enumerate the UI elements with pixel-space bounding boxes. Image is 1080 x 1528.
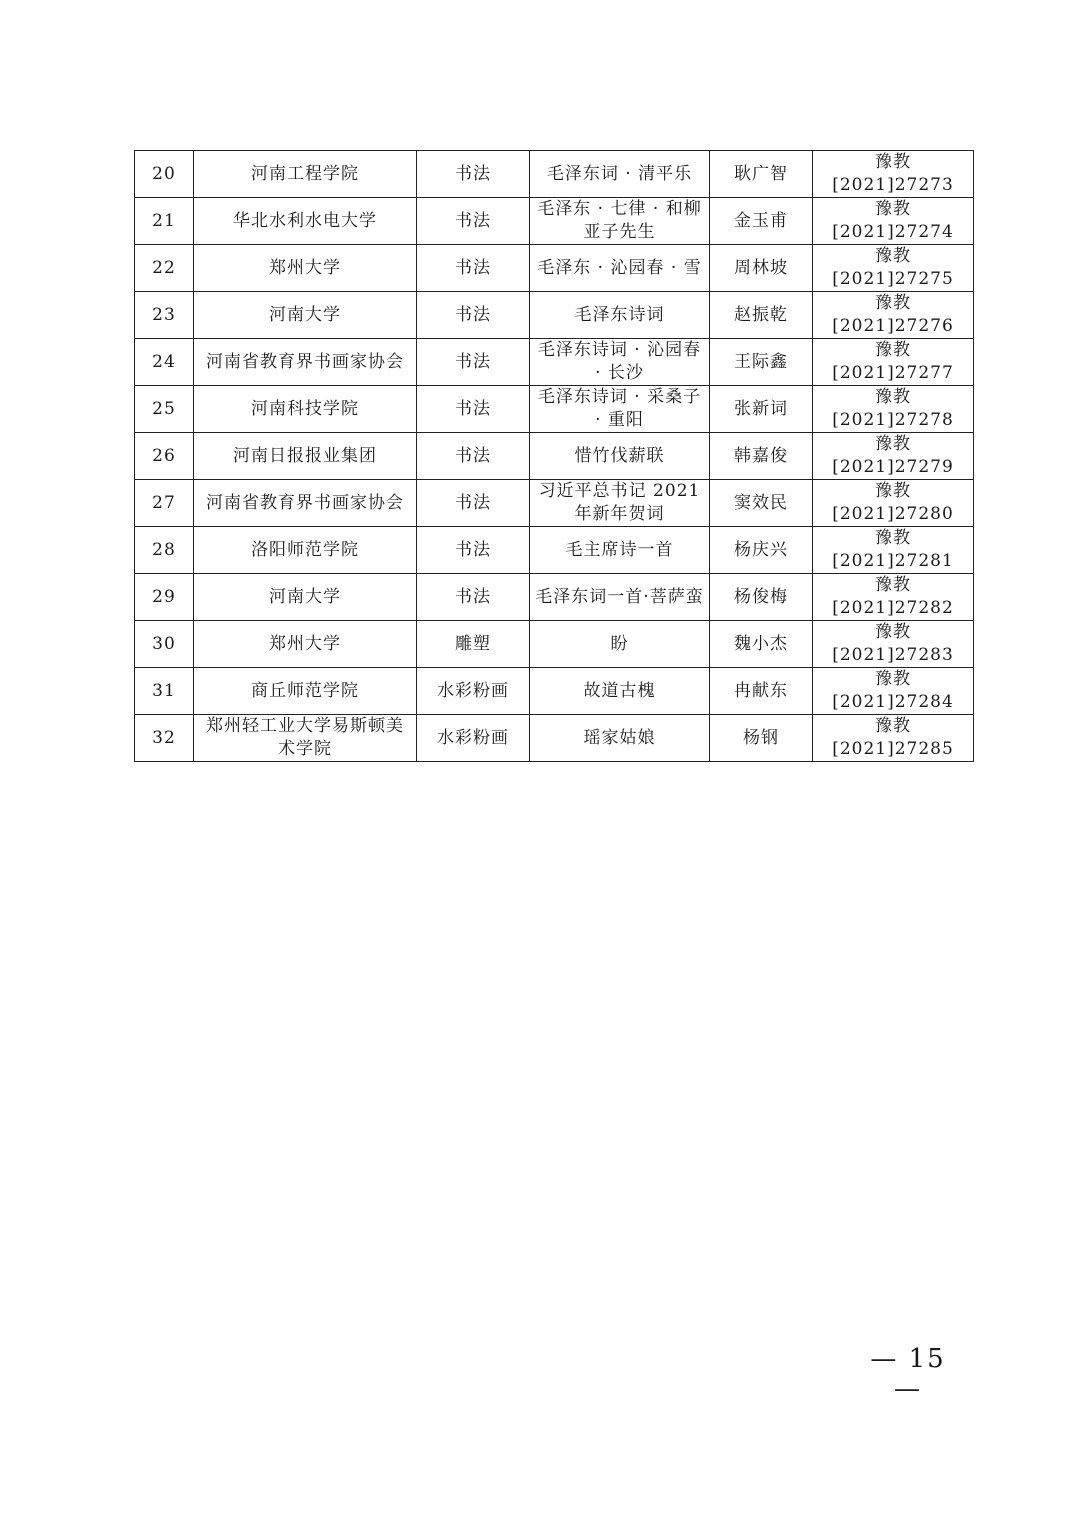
institution-cell: 郑州轻工业大学易斯顿美术学院 <box>194 715 417 762</box>
certificate-cell: 豫教[2021]27275 <box>813 245 974 292</box>
work-title-cell: 习近平总书记 2021 年新年贺词 <box>530 480 710 527</box>
row-number: 29 <box>135 574 194 621</box>
category-cell: 书法 <box>417 480 530 527</box>
category-cell: 书法 <box>417 527 530 574</box>
certificate-cell: 豫教[2021]27280 <box>813 480 974 527</box>
work-title-cell: 惜竹伐薪联 <box>530 433 710 480</box>
author-cell: 窦效民 <box>710 480 813 527</box>
author-cell: 耿广智 <box>710 151 813 198</box>
row-number: 27 <box>135 480 194 527</box>
certificate-cell: 豫教[2021]27276 <box>813 292 974 339</box>
work-title-cell: 毛泽东词 · 清平乐 <box>530 151 710 198</box>
author-cell: 杨钢 <box>710 715 813 762</box>
row-number: 28 <box>135 527 194 574</box>
row-number: 24 <box>135 339 194 386</box>
category-cell: 雕塑 <box>417 621 530 668</box>
table-row <box>135 480 974 527</box>
table-row <box>135 386 974 433</box>
certificate-cell: 豫教[2021]27282 <box>813 574 974 621</box>
institution-cell: 河南工程学院 <box>194 151 417 198</box>
work-title-cell: 毛泽东 · 沁园春 · 雪 <box>530 245 710 292</box>
table-row <box>135 151 974 198</box>
author-cell: 杨庆兴 <box>710 527 813 574</box>
work-title-cell: 瑶家姑娘 <box>530 715 710 762</box>
institution-cell: 郑州大学 <box>194 245 417 292</box>
table-row <box>135 574 974 621</box>
table-row <box>135 527 974 574</box>
category-cell: 书法 <box>417 433 530 480</box>
certificate-cell: 豫教[2021]27279 <box>813 433 974 480</box>
author-cell: 金玉甫 <box>710 198 813 245</box>
certificate-cell: 豫教[2021]27281 <box>813 527 974 574</box>
category-cell: 书法 <box>417 245 530 292</box>
table-row <box>135 245 974 292</box>
category-cell: 水彩粉画 <box>417 668 530 715</box>
certificate-cell: 豫教[2021]27274 <box>813 198 974 245</box>
work-title-cell: 毛泽东词一首·菩萨蛮 <box>530 574 710 621</box>
author-cell: 韩嘉俊 <box>710 433 813 480</box>
work-title-cell: 盼 <box>530 621 710 668</box>
work-title-cell: 毛泽东诗词 · 沁园春 · 长沙 <box>530 339 710 386</box>
category-cell: 书法 <box>417 339 530 386</box>
row-number: 31 <box>135 668 194 715</box>
institution-cell: 郑州大学 <box>194 621 417 668</box>
author-cell: 赵振乾 <box>710 292 813 339</box>
category-cell: 水彩粉画 <box>417 715 530 762</box>
category-cell: 书法 <box>417 151 530 198</box>
work-title-cell: 毛泽东诗词 · 采桑子 · 重阳 <box>530 386 710 433</box>
table-row <box>135 621 974 668</box>
work-title-cell: 毛泽东 · 七律 · 和柳亚子先生 <box>530 198 710 245</box>
certificate-cell: 豫教[2021]27273 <box>813 151 974 198</box>
table-row <box>135 433 974 480</box>
table-row <box>135 339 974 386</box>
author-cell: 周林坡 <box>710 245 813 292</box>
row-number: 20 <box>135 151 194 198</box>
row-number: 23 <box>135 292 194 339</box>
institution-cell: 河南科技学院 <box>194 386 417 433</box>
row-number: 21 <box>135 198 194 245</box>
certificate-cell: 豫教[2021]27284 <box>813 668 974 715</box>
category-cell: 书法 <box>417 386 530 433</box>
table-row <box>135 198 974 245</box>
certificate-cell: 豫教[2021]27277 <box>813 339 974 386</box>
table-row <box>135 668 974 715</box>
work-title-cell: 故道古槐 <box>530 668 710 715</box>
table-row <box>135 715 974 762</box>
institution-cell: 河南大学 <box>194 574 417 621</box>
author-cell: 张新词 <box>710 386 813 433</box>
awards-table <box>134 150 974 762</box>
row-number: 32 <box>135 715 194 762</box>
category-cell: 书法 <box>417 292 530 339</box>
table-row <box>135 292 974 339</box>
institution-cell: 商丘师范学院 <box>194 668 417 715</box>
work-title-cell: 毛泽东诗词 <box>530 292 710 339</box>
author-cell: 王际鑫 <box>710 339 813 386</box>
institution-cell: 华北水利水电大学 <box>194 198 417 245</box>
institution-cell: 洛阳师范学院 <box>194 527 417 574</box>
category-cell: 书法 <box>417 574 530 621</box>
institution-cell: 河南大学 <box>194 292 417 339</box>
author-cell: 魏小杰 <box>710 621 813 668</box>
institution-cell: 河南省教育界书画家协会 <box>194 480 417 527</box>
certificate-cell: 豫教[2021]27278 <box>813 386 974 433</box>
row-number: 25 <box>135 386 194 433</box>
certificate-cell: 豫教[2021]27283 <box>813 621 974 668</box>
row-number: 30 <box>135 621 194 668</box>
institution-cell: 河南省教育界书画家协会 <box>194 339 417 386</box>
certificate-cell: 豫教[2021]27285 <box>813 715 974 762</box>
author-cell: 杨俊梅 <box>710 574 813 621</box>
row-number: 22 <box>135 245 194 292</box>
author-cell: 冉献东 <box>710 668 813 715</box>
category-cell: 书法 <box>417 198 530 245</box>
row-number: 26 <box>135 433 194 480</box>
work-title-cell: 毛主席诗一首 <box>530 527 710 574</box>
institution-cell: 河南日报报业集团 <box>194 433 417 480</box>
page-number: — 15 — <box>870 1344 946 1404</box>
